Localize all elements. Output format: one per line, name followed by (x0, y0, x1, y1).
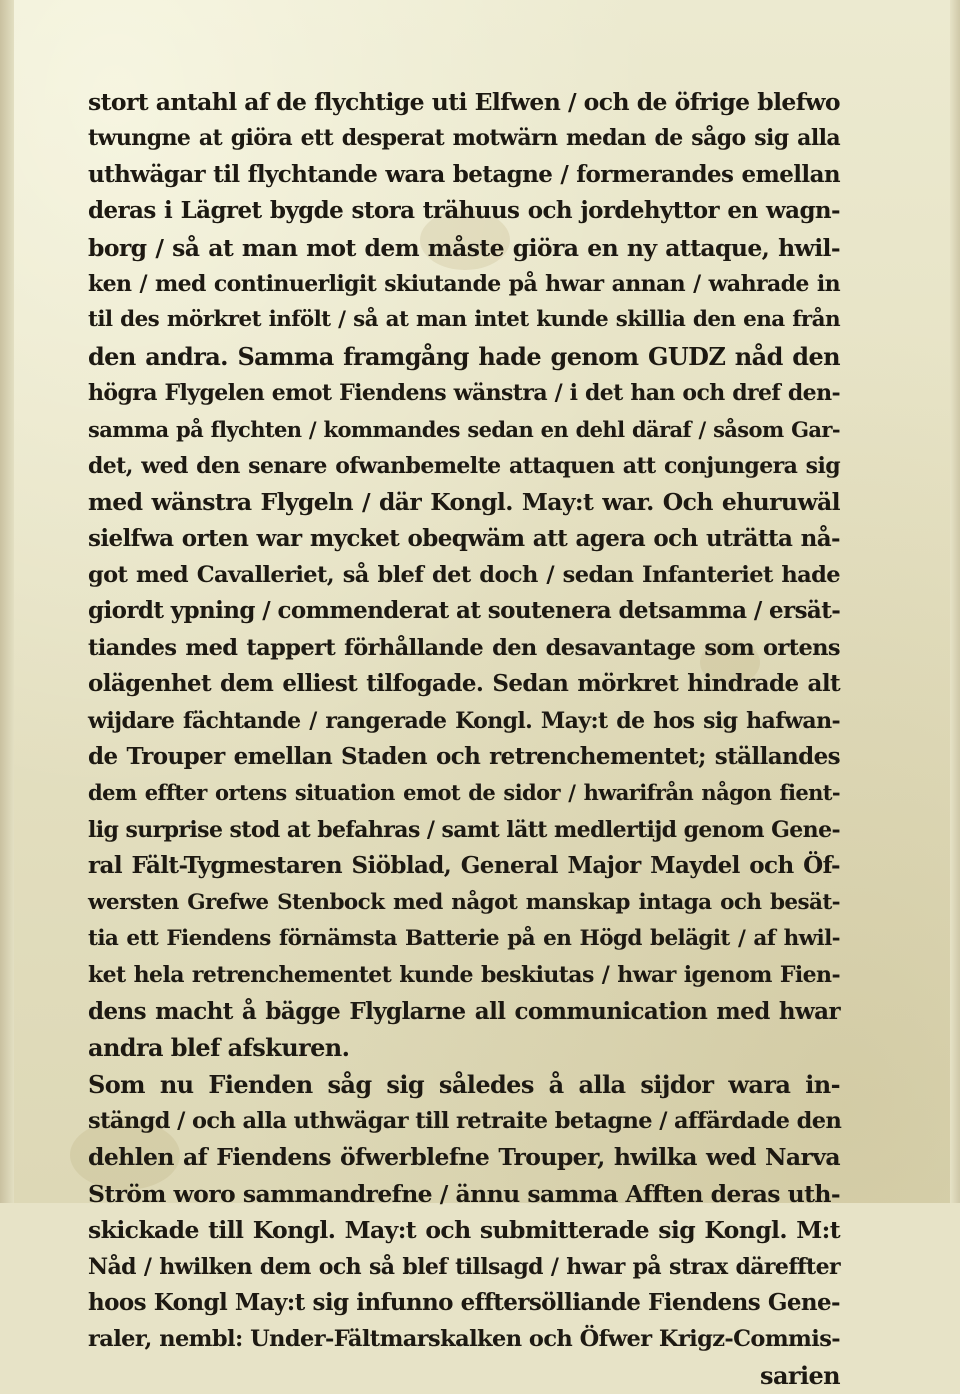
text-line: dem effter ortens situation emot de sidor / hwarifrån någon fient- (88, 780, 840, 806)
text-line: hoos Kongl May:t sig infunno efftersölliande Fiendens Gene- (88, 1288, 840, 1316)
page-right-edge (950, 0, 960, 1203)
text-line: Nåd / hwilken dem och så blef tillsagd / hwar på strax däreffter (88, 1253, 840, 1280)
text-line: sielfwa orten war mycket obeqwäm att agera och uträtta nå- (88, 524, 840, 552)
text-line: ket hela retrenchementet kunde beskiutas / hwar igenom Fien- (88, 962, 840, 989)
text-line: stängd / och alla uthwägar till retraite betagne / affärdade den (88, 1107, 842, 1134)
text-line: twungne at giöra ett desperat motwärn medan de sågo sig alla (88, 125, 840, 152)
text-line: wersten Grefwe Stenbock med något manskap intaga och besät- (88, 889, 840, 915)
text-line: raler, nembl: Under-Fältmarskalken och Öfwer Krigz-Commis- (88, 1326, 840, 1353)
text-line: med wänstra Flygeln / där Kongl. May:t war. Och ehuruwäl (88, 488, 840, 517)
text-line: olägenhet dem elliest tilfogade. Sedan mörkret hindrade alt (88, 670, 840, 698)
text-line: dens macht å bägge Flyglarne all communication med hwar (88, 997, 840, 1025)
text-line: Som nu Fienden såg sig således å alla sijdor wara in- (88, 1069, 840, 1099)
text-line: dehlen af Fiendens öfwerblefne Trouper, hwilka wed Narva (88, 1143, 840, 1172)
page-left-edge (0, 0, 14, 1203)
text-line: andra blef afskuren. (88, 1033, 350, 1063)
text-line: lig surprise stod at befahras / samt lätt medlertijd genom Gene- (88, 816, 840, 843)
text-line: de Trouper emellan Staden och retrenchementet; ställandes (88, 743, 840, 771)
text-line: stort antahl af de flychtige uti Elfwen / och de öfrige blefwo (88, 88, 840, 116)
text-line: det, wed den senare ofwanbemelte attaquen att conjungera sig (88, 452, 840, 479)
text-line: wijdare fächtande / rangerade Kongl. May:t de hos sig hafwan- (88, 707, 840, 734)
catchword: sarien (760, 1360, 840, 1390)
body-text (88, 84, 840, 1394)
text-line: tiandes med tappert förhållande den desavantage som ortens (88, 634, 840, 661)
text-line: tia ett Fiendens förnämsta Batterie på en Högd belägit / af hwil- (88, 925, 840, 951)
text-line: giordt ypning / commenderat at soutenera detsamma / ersät- (88, 597, 841, 625)
text-line: ken / med continuerligit skiutande på hwar annan / wahrade in (88, 270, 840, 297)
text-line: samma på flychten / kommandes sedan en dehl däraf / såsom Gar- (88, 416, 840, 442)
text-line: deras i Lägret bygde stora trähuus och jordehyttor en wagn- (88, 197, 840, 225)
text-line: got med Cavalleriet, så blef det doch / sedan Infanteriet hade (88, 562, 840, 589)
text-line: skickade till Kongl. May:t och submitterade sig Kongl. M:t (88, 1216, 840, 1245)
text-line: uthwägar til flychtande wara betagne / formerandes emellan (88, 160, 840, 188)
text-line: högra Flygelen emot Fiendens wänstra / i det han och dref den- (88, 380, 840, 407)
text-line: ral Fält-Tygmestaren Siöblad, General Major Maydel och Öf- (88, 852, 840, 880)
text-line: Ström woro sammandrefne / ännu samma Afften deras uth- (88, 1179, 840, 1208)
text-line: til des mörkret infölt / så at man intet kunde skillia den ena från (88, 307, 840, 333)
text-line: den andra. Samma framgång hade genom GUDZ nåd den (88, 341, 840, 371)
text-line: borg / så at man mot dem måste giöra en ny attaque, hwil- (88, 233, 840, 262)
